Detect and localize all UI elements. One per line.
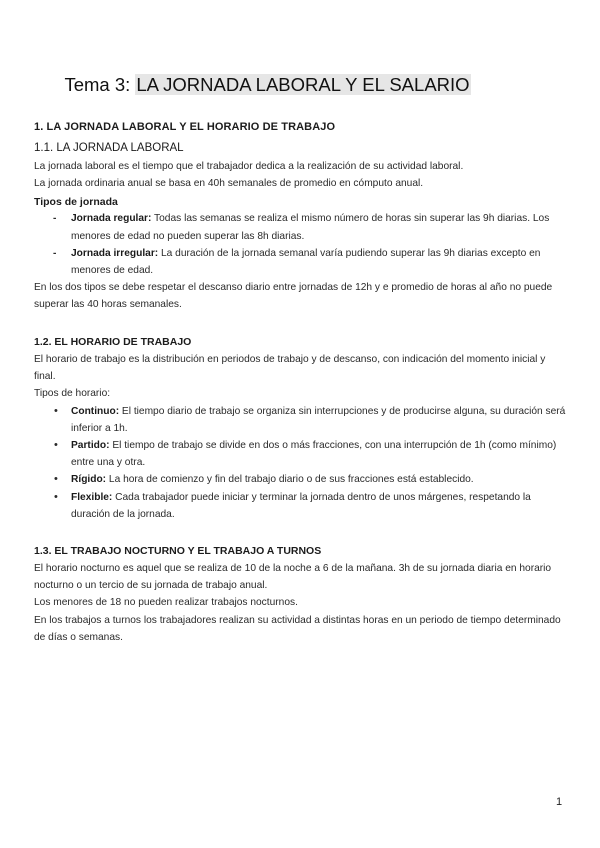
section-1-1-heading: 1.1. LA JORNADA LABORAL — [34, 142, 184, 154]
paragraph: La jornada laboral es el tiempo que el trabajador dedica a la realización de su actividad laboral. — [34, 161, 464, 172]
list-item: • Partido: El tiempo de trabajo se divide en dos o más fracciones, con una interrupción de 1h (como mínimo) entre una y otra. — [71, 437, 569, 471]
paragraph: Los menores de 18 no pueden realizar trabajos nocturnos. — [34, 597, 298, 609]
section-1-2-heading: 1.2. EL HORARIO DE TRABAJO — [34, 336, 192, 348]
paragraph: En los trabajos a turnos los trabajadores realizan su actividad a distintas horas en un periodo de tiempo determinado de días o semanas. — [34, 614, 561, 643]
document-title — [0, 74, 535, 96]
section-1 — [34, 119, 569, 135]
section-1-1 — [34, 140, 569, 314]
paragraph: El horario nocturno es aquel que se realiza de 10 de la noche a 6 de la mañana. 3h de su jornada diaria en horario nocturno o un tercio de su jornada de trabajo anual. — [34, 563, 552, 592]
paragraph: Tipos de horario: — [34, 388, 111, 400]
paragraph: En los dos tipos se debe respetar el descanso diario entre jornadas de 12h y e promedio de horas al año no puede superar las 40 horas semanales. — [34, 282, 553, 311]
list-item: • Continuo: El tiempo diario de trabajo se organiza sin interrupciones y de producirse alguna, su duración será inferior a 1h. — [71, 403, 569, 437]
list-item: - Jornada regular: Todas las semanas se realiza el mismo número de horas sin superar las 9h diarias. Los menores de edad no pueden superar las 8h diarias. — [71, 210, 569, 244]
title-highlight: LA JORNADA LABORAL Y EL SALARIO — [136, 74, 470, 95]
list-item: • Flexible: Cada trabajador puede iniciar y terminar la jornada dentro de unos márgenes, respetando la duración de la jornada. — [71, 489, 569, 523]
paragraph: El horario de trabajo es la distribución en periodos de trabajo y de descanso, con indicación del momento inicial y final. — [34, 354, 546, 383]
title-prefix: Tema 3: — [64, 74, 136, 95]
types-heading: Tipos de jornada — [34, 196, 118, 209]
section-1-2 — [34, 334, 569, 523]
section-1-3 — [34, 543, 569, 646]
list-item: • Rígido: La hora de comienzo y fin del trabajo diario o de sus fracciones está establecido. — [71, 471, 569, 488]
jornada-types-list — [34, 210, 569, 279]
page-number: 1 — [556, 796, 563, 808]
list-item: - Jornada irregular: La duración de la jornada semanal varía pudiendo superar las 9h diarias excepto en menores de edad. — [71, 245, 569, 279]
horario-types-list — [34, 403, 569, 523]
section-1-3-heading: 1.3. EL TRABAJO NOCTURNO Y EL TRABAJO A TURNOS — [34, 545, 322, 557]
section-1-heading: 1. LA JORNADA LABORAL Y EL HORARIO DE TRABAJO — [34, 121, 336, 133]
paragraph: La jornada ordinaria anual se basa en 40h semanales de promedio en cómputo anual. — [34, 178, 424, 190]
